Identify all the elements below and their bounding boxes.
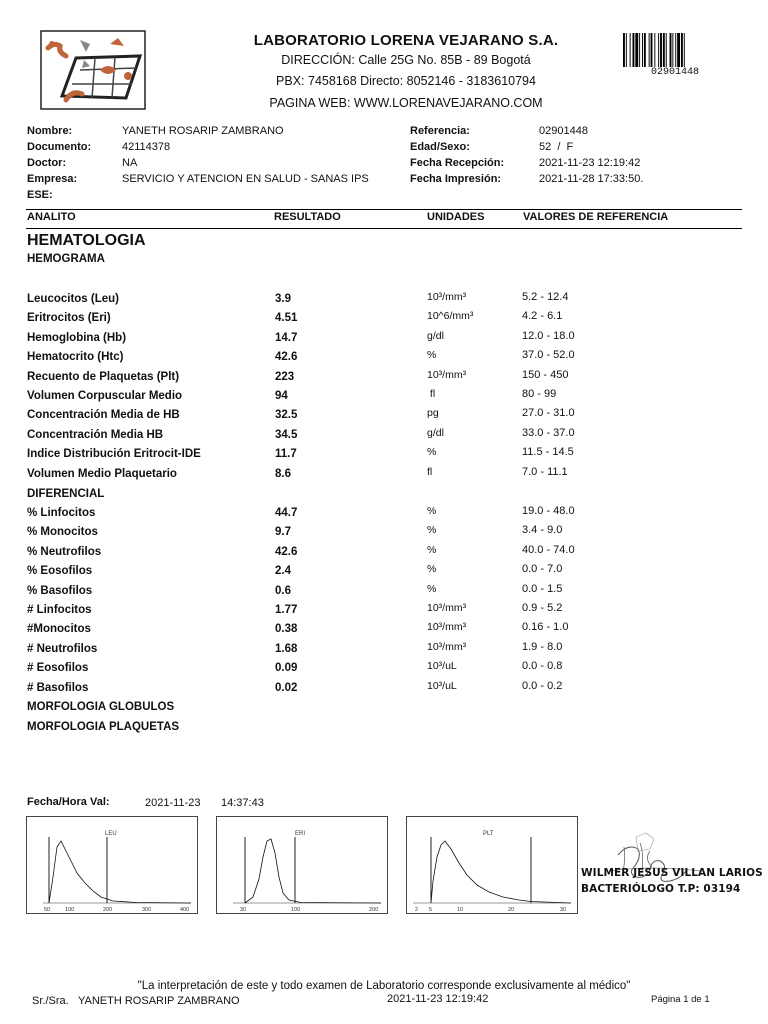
analyte-result: 42.6	[275, 545, 298, 558]
lab-phones: PBX: 7458168 Directo: 8052146 - 3183610794	[276, 74, 536, 88]
patient-company: SERVICIO Y ATENCION EN SALUD - SANAS IPS	[122, 173, 369, 185]
analyte-name: #Monocitos	[27, 623, 91, 636]
analyte-name: Concentración Media HB	[27, 428, 164, 441]
age-sex: 52 / F	[539, 141, 574, 153]
label-doctor: Doctor:	[27, 157, 67, 169]
validation-label: Fecha/Hora Val:	[27, 796, 110, 808]
analyte-name: Concentración Media de HB	[27, 409, 180, 422]
analyte-reference: 7.0 - 11.1	[522, 465, 568, 478]
analyte-unit: 10³/mm³	[427, 602, 467, 614]
analyte-reference: 11.5 - 14.5	[522, 446, 574, 459]
label-ese: ESE:	[27, 189, 53, 201]
validation-date: 2021-11-23	[145, 797, 201, 809]
label-nombre: Nombre:	[27, 125, 73, 137]
disclaimer: "La interpretación de este y todo examen de Laboratorio corresponde exclusivamente al médico"	[137, 980, 631, 992]
analyte-reference: 150 - 450	[522, 368, 569, 381]
tick-label: 300	[142, 907, 152, 913]
analyte-result: 42.6	[275, 351, 298, 364]
analyte-unit: %	[427, 563, 437, 576]
page-number: Página 1 de 1	[651, 994, 710, 1005]
analyte-name: Volumen Corpuscular Medio	[27, 390, 183, 402]
tick-label: 30	[240, 907, 247, 913]
analyte-unit: 10³/uL	[427, 679, 457, 692]
analyte-reference: 0.16 - 1.0	[522, 621, 569, 634]
analyte-reference: 37.0 - 52.0	[522, 349, 575, 362]
tick-label: 50	[44, 907, 51, 913]
analyte-result: 44.7	[275, 507, 298, 519]
analyte-unit: %	[427, 524, 437, 537]
analyte-reference: 27.0 - 31.0	[522, 407, 575, 420]
analyte-result: 2.4	[275, 565, 291, 578]
analyte-name: Indice Distribución Eritrocit-IDE	[27, 448, 201, 461]
analyte-result: 4.51	[275, 312, 298, 325]
analyte-unit: 10³/mm³	[427, 368, 467, 381]
tick-label: 10	[457, 907, 464, 913]
tick-label: 2	[415, 907, 419, 913]
tick-label: 100	[65, 907, 75, 913]
analyte-unit: fl	[427, 388, 436, 400]
label-edad-sexo: Edad/Sexo:	[410, 141, 470, 153]
analyte-unit: g/dl	[427, 426, 444, 439]
analyte-result: 3.9	[275, 293, 291, 305]
analyte-name: Volumen Medio Plaquetario	[27, 467, 177, 480]
histogram-leu	[26, 816, 198, 914]
analyte-result: 32.5	[275, 409, 298, 422]
analyte-result: 34.5	[275, 428, 298, 441]
barcode	[622, 33, 728, 67]
analyte-result: 0.6	[275, 584, 291, 597]
analyte-result: 9.7	[275, 526, 291, 539]
analyte-name: # Neutrofilos	[27, 642, 98, 655]
analyte-name: % Eosofilos	[27, 565, 93, 578]
footer-datetime: 2021-11-23 12:19:42	[387, 993, 489, 1005]
analyte-result: 11.7	[275, 448, 297, 461]
label-empresa: Empresa:	[27, 173, 78, 185]
analyte-unit: pg	[427, 407, 439, 420]
header-analito: ANALITO	[27, 211, 76, 223]
analyte-reference: 0.0 - 0.2	[522, 679, 563, 692]
analyte-unit: 10³/mm³	[427, 621, 467, 634]
analyte-reference: 1.9 - 8.0	[522, 640, 563, 653]
footer-label: Sr./Sra.	[32, 995, 69, 1007]
analyte-name: Eritrocitos (Eri)	[27, 312, 111, 325]
analyte-name: % Linfocitos	[27, 507, 96, 519]
signature-name: WILMER JESUS VILLAN LARIOS	[581, 867, 763, 879]
histogram-title: ERI	[295, 831, 306, 837]
tick-label: 400	[180, 907, 190, 913]
signature-title: BACTERIÓLOGO T.P: 03194	[581, 883, 741, 895]
analyte-reference: 5.2 - 12.4	[522, 291, 569, 303]
table-header-rule	[26, 228, 742, 229]
analyte-name: # Linfocitos	[27, 604, 92, 616]
analyte-reference: 80 - 99	[522, 388, 557, 400]
validation-time: 14:37:43	[221, 797, 264, 809]
label-fecha-impresion: Fecha Impresión:	[410, 173, 502, 185]
analyte-name: Recuento de Plaquetas (Plt)	[27, 370, 180, 383]
analyte-reference: 40.0 - 74.0	[522, 543, 575, 556]
label-referencia: Referencia:	[410, 125, 470, 137]
analyte-unit: 10^6/mm³	[427, 310, 474, 323]
patient-name: YANETH ROSARIP ZAMBRANO	[122, 125, 284, 137]
analyte-reference: 0.0 - 1.5	[522, 582, 563, 595]
header-unidades: UNIDADES	[427, 211, 485, 223]
analyte-result: 0.02	[275, 681, 298, 694]
analyte-result: 223	[275, 370, 295, 383]
header-resultado: RESULTADO	[274, 211, 341, 223]
analyte-result: 0.38	[275, 623, 298, 636]
analyte-name: % Monocitos	[27, 526, 98, 539]
analyte-unit: 10³/mm³	[427, 640, 467, 653]
analyte-unit: %	[427, 582, 437, 595]
analyte-unit: fl	[427, 465, 433, 478]
analyte-reference: 0.9 - 5.2	[522, 602, 563, 614]
subsection-title: HEMOGRAMA	[27, 253, 105, 265]
analyte-result: 14.7	[275, 331, 298, 344]
analyte-result: 1.77	[275, 604, 298, 616]
tick-label: 200	[369, 907, 379, 913]
analyte-unit: 10³/mm³	[427, 291, 467, 303]
tick-label: 100	[291, 907, 301, 913]
barcode-number: 02901448	[650, 67, 699, 78]
tick-label: 5	[429, 907, 433, 913]
histogram-title: PLT	[483, 831, 494, 837]
analyte-name: % Neutrofilos	[27, 545, 102, 558]
analyte-reference: 0.0 - 7.0	[522, 563, 563, 576]
analyte-reference: 4.2 - 6.1	[522, 310, 563, 323]
reception-date: 2021-11-23 12:19:42	[539, 157, 641, 169]
analyte-result: 94	[275, 390, 288, 402]
header-valores: VALORES DE REFERENCIA	[523, 211, 669, 223]
lab-website: PAGINA WEB: WWW.LORENAVEJARANO.COM	[269, 96, 543, 110]
patient-document: 42114378	[122, 141, 171, 153]
histogram-plt	[406, 816, 578, 914]
analyte-reference: 12.0 - 18.0	[522, 329, 575, 342]
lab-address: DIRECCIÓN: Calle 25G No. 85B - 89 Bogotá	[281, 53, 531, 67]
analyte-unit: 10³/uL	[427, 660, 457, 673]
analyte-name: Hematocrito (Htc)	[27, 351, 124, 364]
analyte-result: 8.6	[275, 467, 291, 480]
analyte-name: Hemoglobina (Hb)	[27, 331, 127, 344]
analyte-reference: 0.0 - 0.8	[522, 660, 563, 673]
analyte-unit: g/dl	[427, 329, 444, 342]
label-fecha-recepcion: Fecha Recepción:	[410, 157, 505, 169]
morfologia-globulos: MORFOLOGIA GLOBULOS	[27, 701, 175, 713]
diferencial-title: DIFERENCIAL	[27, 488, 105, 500]
analyte-result: 1.68	[275, 642, 298, 655]
section-title: HEMATOLOGIA	[27, 232, 146, 249]
histogram-title: LEU	[105, 831, 117, 837]
analyte-name: Leucocitos (Leu)	[27, 293, 120, 305]
analyte-reference: 3.4 - 9.0	[522, 524, 563, 537]
morfologia-plaquetas: MORFOLOGIA PLAQUETAS	[27, 721, 180, 733]
patient-doctor: NA	[122, 157, 138, 169]
reference-number: 02901448	[539, 125, 588, 137]
analyte-unit: %	[427, 349, 437, 362]
analyte-name: # Basofilos	[27, 681, 89, 694]
tick-label: 20	[508, 907, 515, 913]
analyte-result: 0.09	[275, 662, 298, 675]
histogram-eri	[216, 816, 388, 914]
print-date: 2021-11-28 17:33:50.	[539, 173, 644, 185]
analyte-unit: %	[427, 446, 437, 459]
analyte-unit: %	[427, 543, 437, 556]
analyte-name: # Eosofilos	[27, 662, 89, 675]
lab-name: LABORATORIO LORENA VEJARANO S.A.	[253, 32, 559, 49]
table-top-rule	[26, 209, 742, 210]
tick-label: 200	[103, 907, 113, 913]
analyte-name: % Basofilos	[27, 584, 93, 597]
analyte-unit: %	[427, 505, 437, 517]
analyte-reference: 33.0 - 37.0	[522, 426, 575, 439]
label-documento: Documento:	[27, 141, 92, 153]
tick-label: 30	[560, 907, 567, 913]
analyte-reference: 19.0 - 48.0	[522, 505, 575, 517]
footer-patient: YANETH ROSARIP ZAMBRANO	[78, 995, 240, 1007]
